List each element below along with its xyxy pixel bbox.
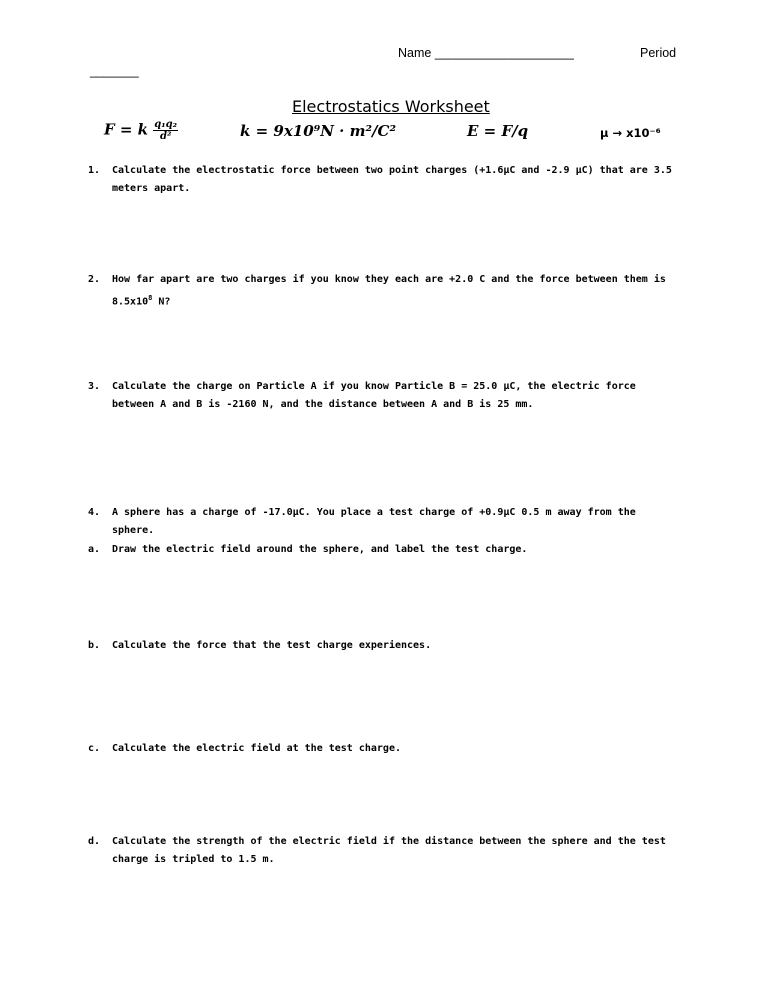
question-4c <box>88 740 672 758</box>
coulomb-constant-formula: k = 9x10⁹N · m²/C² <box>240 122 397 140</box>
question-number: b. <box>88 640 101 651</box>
question-text <box>112 271 672 311</box>
coulomb-lhs: F = k <box>104 120 149 139</box>
question-text: Calculate the force that the test charge experiences. <box>112 640 432 651</box>
electric-field-formula: E = F/q <box>467 122 529 140</box>
coulomb-fraction <box>153 119 178 142</box>
question-3 <box>88 378 672 414</box>
period-blank: _______ <box>90 64 139 78</box>
question-4d <box>88 833 672 869</box>
question-1 <box>88 162 672 198</box>
coulomb-law-formula <box>104 119 178 142</box>
question-text: Draw the electric field around the sphere, and label the test charge. <box>112 544 528 555</box>
name-field-label: Name ____________________ <box>398 46 574 60</box>
question-number: 1. <box>88 165 101 176</box>
question-number: 3. <box>88 381 101 392</box>
coulomb-denominator: d² <box>159 131 172 142</box>
question-text: Calculate the charge on Particle A if you know Particle B = 25.0 μC, the electric force between A and B is -2160 N, and the distance between A and B is 25 mm. <box>112 381 636 410</box>
question-text-part: How far apart are two charges if you know they each are +2.0 C and the force between them is 8.5x10 <box>112 274 666 308</box>
question-4a <box>88 541 672 559</box>
question-number: c. <box>88 743 101 754</box>
question-number: a. <box>88 544 101 555</box>
question-number: d. <box>88 836 101 847</box>
question-text: A sphere has a charge of -17.0μC. You place a test charge of +0.9μC 0.5 m away from the sphere. <box>112 507 636 536</box>
question-number: 4. <box>88 507 101 518</box>
question-text: Calculate the electrostatic force between two point charges (+1.6μC and -2.9 μC) that are 3.5 meters apart. <box>112 165 672 194</box>
question-2 <box>88 271 672 311</box>
question-4b <box>88 637 672 655</box>
period-label: Period <box>640 46 677 60</box>
coulomb-numerator: q₁q₂ <box>154 119 178 130</box>
question-text: Calculate the electric field at the test charge. <box>112 743 401 754</box>
micro-conversion-note: μ → x10⁻⁶ <box>600 126 661 140</box>
question-4 <box>88 504 672 540</box>
question-text-part: N? <box>152 296 171 308</box>
worksheet-title: Electrostatics Worksheet <box>292 97 490 116</box>
question-text: Calculate the strength of the electric field if the distance between the sphere and the test charge is tripled to 1.5 m. <box>112 836 666 865</box>
exponent: 8 <box>148 294 153 302</box>
question-number: 2. <box>88 274 101 285</box>
